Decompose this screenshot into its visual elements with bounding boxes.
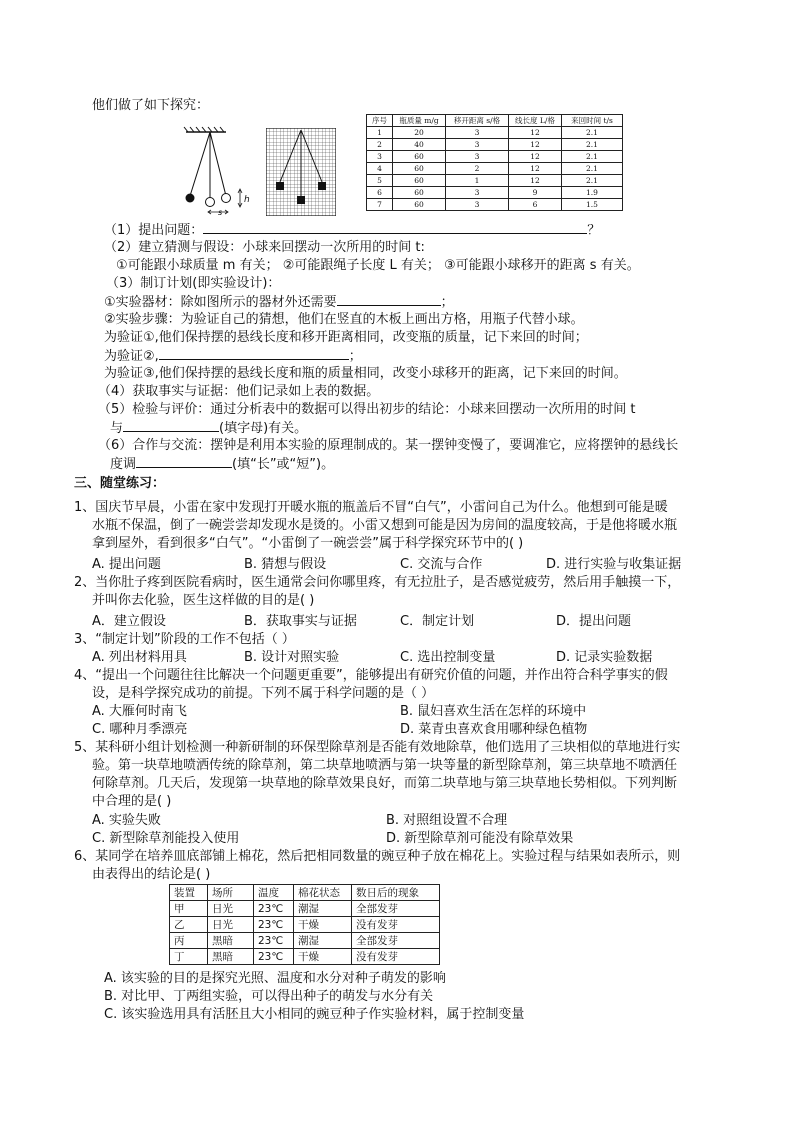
table-cell: 2 [446,163,509,175]
step-3: （3）制订计划(即实验设计)： [106,276,281,291]
header-cell: 移开距离 s/格 [446,115,509,127]
table-cell: 60 [393,199,446,211]
step-6: （6）合作与交流：摆钟是利用本实验的原理制成的。某一摆钟变慢了，要调准它，应将摆钟的悬线长 [98,438,679,453]
table-cell: 60 [393,151,446,163]
step-3-verify-2 [104,347,362,365]
q3-option-a[interactable]: A. 列出材料用具 [92,650,187,665]
step-3-equipment [104,293,454,311]
q4-option-c[interactable]: C. 哪种月季漂亮 [92,722,188,737]
table-cell: 12 [509,175,562,187]
equipment-blank[interactable] [337,293,441,306]
step-5-cont [110,419,307,437]
table-cell: 3 [446,139,509,151]
table-cell: 干燥 [294,917,352,933]
table-cell: 日光 [208,917,254,933]
q2-line-1: 2、当你肚子疼到医院看病时，医生通常会问你哪里疼，有无拉肚子，是否感觉疲劳，然后用手触摸一下， [74,575,681,590]
q1-option-a[interactable]: A. 提出问题 [92,557,161,572]
table-cell: 2.1 [562,163,623,175]
grid-board-figure [266,128,336,216]
q2-option-d[interactable]: D．提出问题 [556,614,632,629]
step-3-verify-1: 为验证①,他们保持摆的悬线长度和移开距离相同，改变瓶的质量，记下来回的时间； [104,330,588,345]
header-cell: 线长度 L/格 [509,115,562,127]
table-cell: 3 [446,151,509,163]
table-cell: 乙 [170,917,208,933]
header-cell: 来回时间 t/s [562,115,623,127]
step-6-cont-end: (填“长”或“短”)。 [232,457,335,472]
step-4: （4）获取事实与证据：他们记录如上表的数据。 [98,384,380,399]
q4-option-d[interactable]: D. 菜青虫喜欢食用哪种绿色植物 [400,722,588,737]
table-cell: 1.9 [562,187,623,199]
question-blank[interactable] [203,221,587,234]
q5-option-b[interactable]: B. 对照组设置不合理 [386,813,508,828]
q1-option-b[interactable]: B. 猜想与假设 [244,557,327,572]
header-cell: 序号 [367,115,393,127]
step-2-hypotheses: ①可能跟小球质量 m 有关； ②可能跟绳子长度 L 有关； ③可能跟小球移开的距离 s 有关。 [116,258,640,273]
header-cell: 场所 [208,885,254,901]
table-cell: 12 [509,139,562,151]
table-row [367,151,623,163]
table-row [170,917,440,933]
table-header-row [367,115,623,127]
adjust-blank[interactable] [136,455,232,468]
table-row [367,199,623,211]
table-cell: 黑暗 [208,933,254,949]
table-cell: 潮湿 [294,933,352,949]
step-6-cont-text: 度调 [110,457,137,472]
table-cell: 60 [393,187,446,199]
q5-line-2: 验。第一块草地喷洒传统的除草剂，第二块草地喷洒与第一块等量的新型除草剂，第三块草地不喷洒任 [92,758,678,773]
table-cell: 2.1 [562,139,623,151]
table-cell: 12 [509,127,562,139]
table-row [367,163,623,175]
step-5-cont-end: (填字母)有关。 [219,421,308,436]
table-cell: 2 [367,139,393,151]
q2-option-b[interactable]: B．获取事实与证据 [244,614,357,629]
step-1-end: ？ [587,223,601,238]
table-cell: 1.5 [562,199,623,211]
header-cell: 棉花状态 [294,885,352,901]
header-cell: 数日后的现象 [352,885,440,901]
step-6-cont [110,455,334,473]
equipment-text: ①实验器材：除如图所示的器材外还需要 [104,295,337,310]
table-row [367,127,623,139]
table-cell: 23℃ [254,933,294,949]
q1-line-3: 拿到屋外，看到很多“白气”。“小雷倒了一碗尝尝”属于科学探究环节中的( ) [92,536,524,551]
pendulum-data-table [366,114,623,211]
q3-line-1: 3、“制定计划”阶段的工作不包括（ ） [74,632,295,647]
table-cell: 3 [446,187,509,199]
table-row [367,139,623,151]
table-cell: 12 [509,151,562,163]
q3-option-d[interactable]: D. 记录实验数据 [556,650,653,665]
q5-option-a[interactable]: A. 实验失败 [92,813,161,828]
header-cell: 瓶质量 m/g [393,115,446,127]
table-cell: 潮湿 [294,901,352,917]
table-cell: 2.1 [562,151,623,163]
equipment-end: ； [440,295,454,310]
table-row [170,949,440,965]
table-cell: 丙 [170,933,208,949]
h-label: h [244,195,250,205]
q5-line-4: 中合理的是( ) [92,794,172,809]
q5-line-1: 5、某科研小组计划检测一种新研制的环保型除草剂是否能有效地除草，他们选用了三块相似的草地进行实 [74,740,681,755]
table-row [170,933,440,949]
table-cell: 12 [509,163,562,175]
table-cell: 甲 [170,901,208,917]
table-cell: 4 [367,163,393,175]
step-1-text: （1）提出问题： [104,223,204,238]
step-1 [104,221,600,239]
table-cell: 没有发芽 [352,917,440,933]
verify-2-text: 为验证②, [104,349,159,364]
table-cell: 丁 [170,949,208,965]
q2-line-2: 并叫你去化验，医生这样做的目的是( ) [92,593,315,608]
q2-option-c[interactable]: C．制定计划 [400,614,475,629]
intro-text: 他们做了如下探究： [92,98,210,113]
table-cell: 3 [446,127,509,139]
q4-line-1: 4、“提出一个问题往往比解决一个问题更重要”，能够提出有研究价值的问题，并作出符合科学事实的假 [74,668,668,683]
q6-option-b[interactable]: B. 对比甲、丁两组实验，可以得出种子的萌发与水分有关 [104,989,434,1004]
table-cell: 23℃ [254,901,294,917]
q3-option-c[interactable]: C. 选出控制变量 [400,650,496,665]
q5-line-3: 何除草剂。几天后，发现第一块草地的除草效果良好，而第二块草地与第三块草地长势相似。下列判断 [92,776,678,791]
q4-line-2: 设，是科学探究成功的前提。下列不属于科学问题的是（ ） [92,686,435,701]
table-cell: 3 [446,199,509,211]
step-3-procedure: ②实验步骤：为验证自己的猜想，他们在竖直的木板上画出方格，用瓶子代替小球。 [104,312,584,327]
table-row [170,901,440,917]
table-cell: 日光 [208,901,254,917]
q6-option-c[interactable]: C. 该实验选用具有活胚且大小相同的豌豆种子作实验材料，属于控制变量 [104,1007,525,1022]
q6-line-1: 6、某同学在培养皿底部铺上棉花，然后把相同数量的豌豆种子放在棉花上。实验过程与结果如表所示，则 [74,849,681,864]
table-cell: 23℃ [254,917,294,933]
table-cell: 6 [367,187,393,199]
table-cell: 全部发芽 [352,933,440,949]
q1-option-c[interactable]: C. 交流与合作 [400,557,483,572]
q2-option-a[interactable]: A．建立假设 [92,614,166,629]
table-cell: 40 [393,139,446,151]
section-heading: 三、随堂练习： [74,476,166,491]
table-cell: 7 [367,199,393,211]
table-cell: 60 [393,175,446,187]
q5-option-d[interactable]: D. 新型除草剂可能没有除草效果 [386,831,574,846]
table-row [367,175,623,187]
table-header-row [170,885,440,901]
step-2: （2）建立猜测与假设：小球来回摆动一次所用的时间 t: [104,240,425,255]
table-cell: 2.1 [562,175,623,187]
table-cell: 5 [367,175,393,187]
table-cell: 全部发芽 [352,901,440,917]
q5-option-c[interactable]: C. 新型除草剂能投入使用 [92,831,240,846]
table-cell: 3 [367,151,393,163]
q6-line-2: 由表得出的结论是( ) [92,867,211,882]
table-cell: 20 [393,127,446,139]
table-cell: 1 [367,127,393,139]
step-3-verify-3: 为验证③,他们保持摆的悬线长度和瓶的质量相同，改变小球移开的距离，记下来回的时间。 [104,366,627,381]
q1-line-2: 水瓶不保温，倒了一碗尝尝却发现水是烫的。小雷又想到可能是因为房间的温度较高，于是他将暖水瓶 [92,518,678,533]
step-5-cont-text: 与 [110,421,124,436]
table-cell: 60 [393,163,446,175]
germination-table [169,884,440,965]
verify-2-blank[interactable] [159,347,349,360]
step-5: （5）检验与评价：通过分析表中的数据可以得出初步的结论：小球来回摆动一次所用的时间 t [98,402,636,417]
q4-option-a[interactable]: A. 大雁何时南飞 [92,704,187,719]
table-cell: 黑暗 [208,949,254,965]
table-cell: 干燥 [294,949,352,965]
table-cell: 6 [509,199,562,211]
s-label: s [218,208,223,217]
table-cell: 2.1 [562,127,623,139]
conclusion-blank[interactable] [123,419,219,432]
q3-option-b[interactable]: B. 设计对照实验 [244,650,340,665]
verify-2-end: ； [348,349,362,364]
q1-option-d[interactable]: D. 进行实验与收集证据 [546,557,682,572]
table-cell: 9 [509,187,562,199]
q1-line-1: 1、国庆节早晨，小雷在家中发现打开暖水瓶的瓶盖后不冒“白气”，小雷问自己为什么。他想到可能是暖 [74,500,668,515]
table-row [367,187,623,199]
table-cell: 23℃ [254,949,294,965]
header-cell: 温度 [254,885,294,901]
q4-option-b[interactable]: B. 鼠妇喜欢生活在怎样的环境中 [400,704,587,719]
table-cell: 1 [446,175,509,187]
table-cell: 没有发芽 [352,949,440,965]
header-cell: 装置 [170,885,208,901]
q6-option-a[interactable]: A. 该实验的目的是探究光照、温度和水分对种子萌发的影响 [104,971,446,986]
